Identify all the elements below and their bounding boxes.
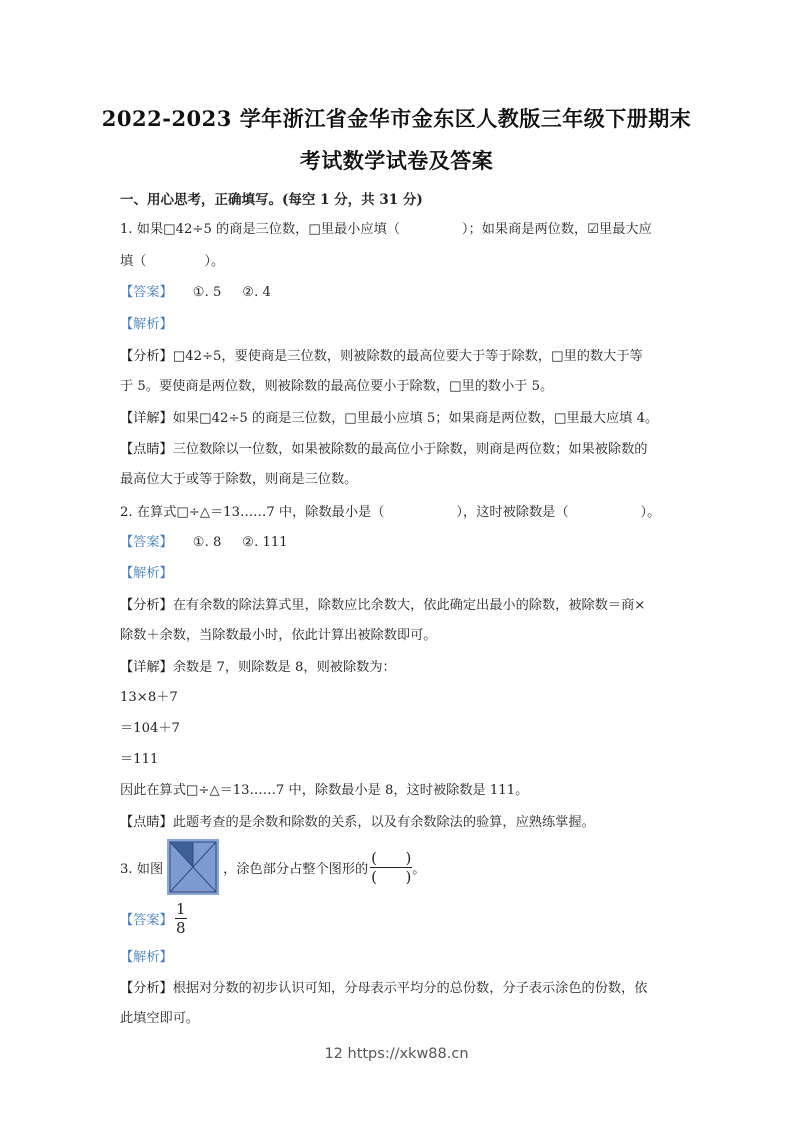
q3-fenxi-line-1 <box>120 977 648 996</box>
q3-answer <box>120 898 187 938</box>
q2-stem-c: ）。 <box>640 505 661 520</box>
fenxi-tag: 【分析】 <box>120 981 173 996</box>
q1-answer-value: ①. 5 ②. 4 <box>192 285 271 300</box>
q3-answer-denominator: 8 <box>175 918 186 937</box>
q3-stem-prefix: 3. 如图 <box>120 861 164 877</box>
q2-conclusion: 因此在算式□÷△＝13……7 中，除数最小是 8，这时被除数是 111。 <box>120 783 529 798</box>
q1-dianjing-text-1: 三位数除以一位数，如果被除数的最高位小于除数，则商是两位数；如果被除数的 <box>172 442 648 457</box>
q1-answer <box>120 281 271 300</box>
q2-calc-2: ＝104＋7 <box>120 721 180 736</box>
q1-stem-line-2 <box>120 250 224 269</box>
q2-stem-b: ），这时被除数是（ <box>456 505 569 520</box>
q2-stem <box>120 501 660 520</box>
q1-fenxi-line-2: 于 5。要使商是两位数，则被除数的最高位要小于除数，□里的数小于 5。 <box>120 379 554 394</box>
dianjing-tag: 【点睛】 <box>120 442 173 457</box>
q1-analysis-tag: 【解析】 <box>120 317 173 332</box>
q3-stem-suffix: ，涂色部分占整个图形的 <box>223 861 369 877</box>
footer-site-link[interactable]: https://xkw88.cn <box>347 1046 469 1062</box>
q3-blank-numerator: ( ) <box>371 848 412 867</box>
q2-calc-3: ＝111 <box>120 752 159 767</box>
page-footer <box>0 1046 793 1062</box>
q2-fenxi-line-1 <box>120 594 645 613</box>
q3-fenxi-line-2: 此填空即可。 <box>120 1011 200 1026</box>
q2-xiangjie-text: 余数是 7，则除数是 8，则被除数为： <box>172 660 396 675</box>
q2-answer-value: ①. 8 ②. 111 <box>192 535 288 550</box>
q1-dianjing-line-1 <box>120 438 648 457</box>
q1-xiangjie <box>120 407 658 426</box>
fenxi-tag: 【分析】 <box>120 598 173 613</box>
q3-answer-numerator: 1 <box>175 899 186 918</box>
q1-xiangjie-text: 如果□42÷5 的商是三位数，□里最小应填 5；如果商是两位数，□里最大应填 4。 <box>172 411 659 426</box>
xiangjie-tag: 【详解】 <box>120 411 173 426</box>
q2-fenxi-text-1: 在有余数的除法算式里，除数应比余数大，依此确定出最小的除数，被除数＝商× <box>172 598 646 613</box>
q1-stem-b: ）；如果商是两位数，☑里最大应 <box>461 222 652 237</box>
square-diagonals-figure-icon <box>167 839 219 895</box>
page-number: 12 <box>324 1046 343 1062</box>
answer-tag: 【答案】 <box>120 912 173 928</box>
q1-stem-c: 填（ <box>120 254 147 269</box>
q2-dianjing <box>120 811 595 830</box>
q1-fenxi-text-1: □42÷5，要使商是三位数，则被除数的最高位要大于等于除数，□里的数大于等 <box>172 349 643 364</box>
q3-blank-denominator: ( ) <box>371 867 412 886</box>
q2-fenxi-line-2: 除数＋余数，当除数最小时，依此计算出被除数即可。 <box>120 628 437 643</box>
q1-stem-a: 1. 如果□42÷5 的商是三位数，□里最小应填（ <box>120 222 400 237</box>
q3-analysis-tag: 【解析】 <box>120 950 173 965</box>
fenxi-tag: 【分析】 <box>120 349 173 364</box>
dianjing-tag: 【点睛】 <box>120 815 173 830</box>
q2-calc-1: 13×8＋7 <box>120 690 178 705</box>
q2-analysis-tag: 【解析】 <box>120 566 173 581</box>
q2-answer <box>120 531 288 550</box>
q1-fenxi-line-1 <box>120 345 643 364</box>
q3-stem <box>120 838 425 896</box>
answer-tag: 【答案】 <box>120 285 173 300</box>
q3-blank-fraction <box>370 849 412 886</box>
q1-dianjing-line-2: 最高位大于或等于除数，则商是三位数。 <box>120 472 358 487</box>
page-title-line-2: 考试数学试卷及答案 <box>299 148 494 173</box>
q3-fenxi-text-1: 根据对分数的初步认识可知，分母表示平均分的总份数，分子表示涂色的份数，依 <box>172 981 648 996</box>
page-title-line-1: 2022-2023 学年浙江省金华市金东区人教版三年级下册期末 <box>101 106 692 131</box>
section-heading: 一、用心思考，正确填写。(每空 1 分，共 31 分) <box>120 192 423 208</box>
q2-dianjing-text: 此题考查的是余数和除数的关系，以及有余数除法的验算，应熟练掌握。 <box>172 815 595 830</box>
q3-stem-end: 。 <box>412 861 426 877</box>
q1-stem-line-1 <box>120 218 652 237</box>
q1-stem-d: ）。 <box>204 254 225 269</box>
q2-stem-a: 2. 在算式□÷△＝13……7 中，除数最小是（ <box>120 505 385 520</box>
xiangjie-tag: 【详解】 <box>120 660 173 675</box>
answer-tag: 【答案】 <box>120 535 173 550</box>
q2-xiangjie <box>120 656 396 675</box>
q3-answer-fraction <box>175 900 187 937</box>
